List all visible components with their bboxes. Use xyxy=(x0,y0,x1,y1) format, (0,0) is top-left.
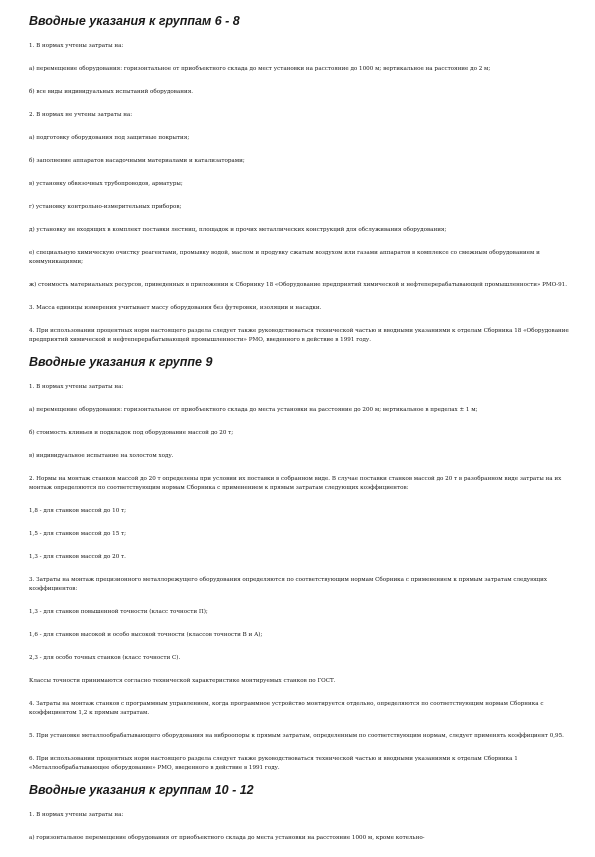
paragraph: е) специальную химическую очистку реагентами, промывку водой, маслом и продувку сжатым воздухом или газами аппаратов в комплексе со смежным оборудованием и коммуникациями; xyxy=(29,250,540,265)
paragraph: б) заполнение аппаратов насадочными материалами и катализаторами; xyxy=(29,158,245,164)
paragraph: 3. Затраты на монтаж прецизионного металлорежущего оборудования определяются по соответствующим нормам Сборника с применением к прямым затратам следующих коэффициентов: xyxy=(29,577,548,592)
paragraph: 1. В нормах учтены затраты на: xyxy=(29,43,124,49)
document-page xyxy=(29,14,569,857)
paragraph: а) перемещение оборудования: горизонтальное от приобъектного склада до мест установки на расстояние до 1000 м; вертикальное на расстояние до 2 м; xyxy=(29,66,491,72)
section-heading-groups-6-8: Вводные указания к группам 6 - 8 xyxy=(29,14,240,28)
paragraph: в) индивидуальное испытание на холостом ходу. xyxy=(29,453,174,459)
paragraph: а) подготовку оборудования под защитные покрытия; xyxy=(29,135,190,141)
paragraph: 6. При использовании процентных норм настоящего раздела следует также руководствоваться технической частью и вводными указаниями к отделам Сборника 1 «Металлообрабатывающее оборудование» РМО, введенного в действие в 1991 году. xyxy=(29,756,518,771)
paragraph: 4. Затраты на монтаж станков с программным управлением, когда программное устройство монтируется отдельно, определяются по соответствующим нормам Сборника с коэффициентом 1,2 к прямым затратам. xyxy=(29,701,544,716)
paragraph: 4. При использовании процентных норм настоящего раздела следует также руководствоваться технической частью и вводными указаниями к отделам Сборника 18 «Оборудование предприятий химической и нефтеперерабатывающей промышленности» РМО, введенного в действие в 1991 году. xyxy=(29,328,569,343)
paragraph: 1,5 - для станков массой до 15 т; xyxy=(29,531,127,537)
paragraph: а) перемещение оборудования: горизонтальное от приобъектного склада до места установки на расстояние до 200 м; вертикальное в пределах ± 1 м; xyxy=(29,407,478,413)
paragraph: 5. При установке металлообрабатывающего оборудования на виброопоры к прямым затратам, определенным по соответствующим нормам, следует применять коэффициент 0,95. xyxy=(29,733,564,739)
paragraph: 2,3 - для особо точных станков (класс точности С). xyxy=(29,655,181,661)
paragraph: 1. В нормах учтены затраты на: xyxy=(29,812,124,818)
paragraph: 1. В нормах учтены затраты на: xyxy=(29,384,124,390)
paragraph: д) установку не входящих в комплект поставки лестниц, площадок и прочих металлических конструкций для обслуживания оборудования; xyxy=(29,227,447,233)
paragraph: а) горизонтальное перемещение оборудования от приобъектного склада до места установки на расстояние 1000 м, кроме котельно- xyxy=(29,835,425,841)
paragraph: 1,3 - для станков массой до 20 т. xyxy=(29,554,126,560)
paragraph: г) установку контрольно-измерительных приборов; xyxy=(29,204,182,210)
paragraph: 2. Нормы на монтаж станков массой до 20 т определены при условии их поставки в собранном виде. В случае поставки станков массой до 20 т в разобранном виде затраты на их монтаж определяются по соответствующим нормам Сборника с применением к прямым затратам следующих коэффициентов: xyxy=(29,476,562,491)
paragraph: ж) стоимость материальных ресурсов, приведенных в приложении к Сборнику 18 «Оборудование предприятий химической и нефтеперерабатывающей промышленности» РМО-91. xyxy=(29,282,568,288)
paragraph: б) стоимость клиньев и подкладок под оборудование массой до 20 т; xyxy=(29,430,234,436)
paragraph: б) все виды индивидуальных испытаний оборудования. xyxy=(29,89,194,95)
paragraph: 3. Масса единицы измерения учитывает массу оборудования без футеровки, изоляции и насадки. xyxy=(29,305,322,311)
paragraph: Классы точности принимаются согласно технической характеристике монтируемых станков по ГОСТ. xyxy=(29,678,336,684)
paragraph: 1,3 - для станков повышенной точности (класс точности П); xyxy=(29,609,208,615)
paragraph: 1,8 - для станков массой до 10 т; xyxy=(29,508,127,514)
paragraph: 2. В нормах не учтены затраты на: xyxy=(29,112,133,118)
paragraph: в) установку обвязочных трубопроводов, арматуры; xyxy=(29,181,183,187)
section-heading-groups-10-12: Вводные указания к группам 10 - 12 xyxy=(29,783,254,797)
paragraph: 1,6 - для станков высокой и особо высокой точности (классов точности В и А); xyxy=(29,632,263,638)
section-heading-group-9: Вводные указания к группе 9 xyxy=(29,355,213,369)
